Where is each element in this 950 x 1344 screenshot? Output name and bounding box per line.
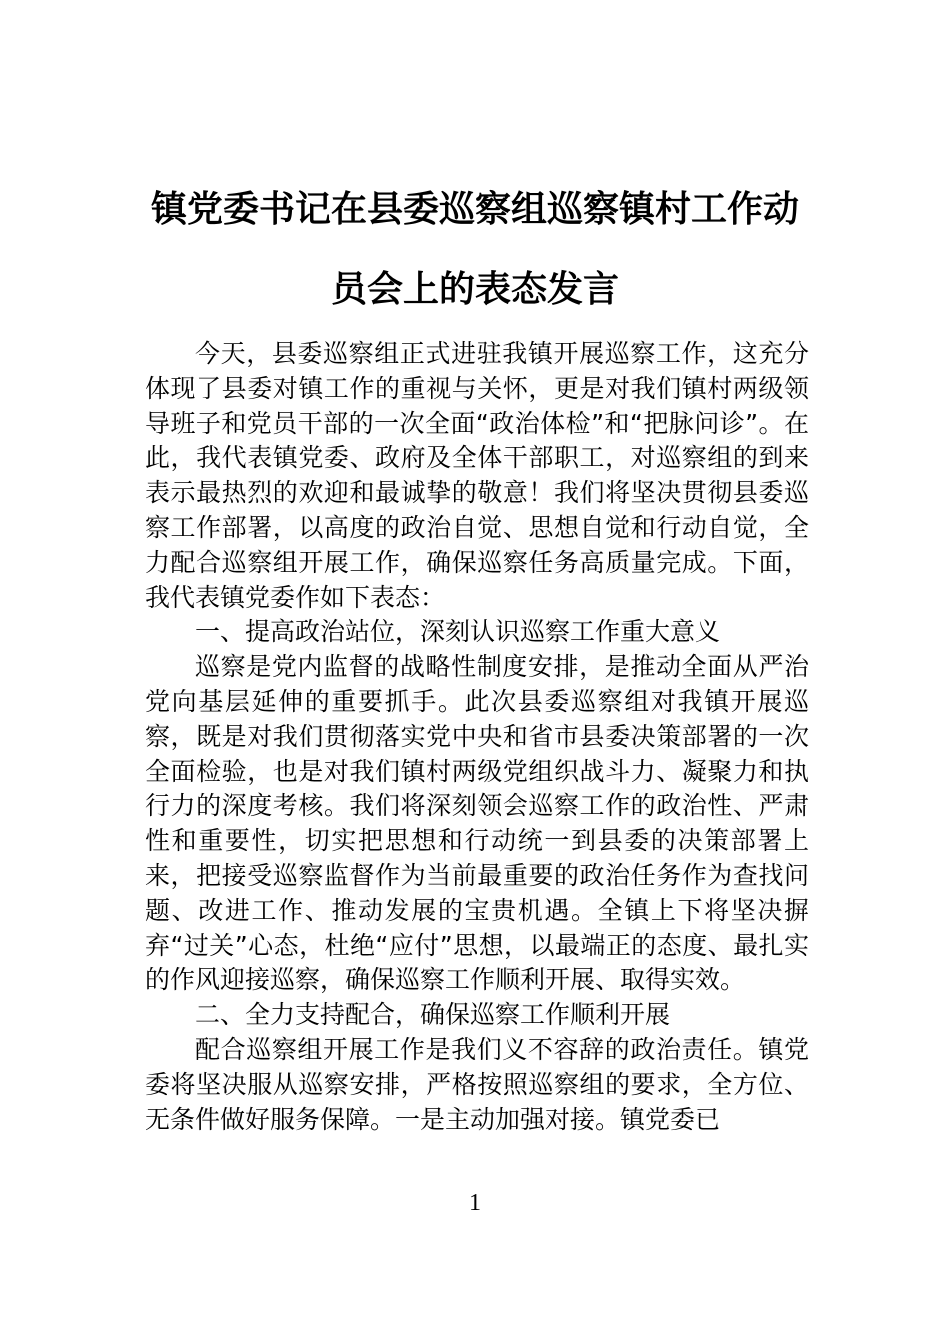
document-title: 镇党委书记在县委巡察组巡察镇村工作动员会上的表态发言 xyxy=(150,189,799,310)
section-heading-1: 一、提高政治站位，深刻认识巡察工作重大意义 xyxy=(195,617,721,647)
section-heading-2: 二、全力支持配合，确保巡察工作顺利开展 xyxy=(195,1000,671,1030)
document-body xyxy=(145,337,809,1137)
body-paragraph-section-2: 配合巡察组开展工作是我们义不容辞的政治责任。镇党委将坚决服从巡察安排，严格按照巡察组的要求，全方位、无条件做好服务保障。一是主动加强对接。镇党委已 xyxy=(145,1034,809,1134)
body-paragraph-intro: 今天，县委巡察组正式进驻我镇开展巡察工作，这充分体现了县委对镇工作的重视与关怀，更是对我们镇村两级领导班子和党员干部的一次全面“政治体检”和“把脉问诊”。在此，我代表镇党委、政府及全体干部职工，对巡察组的到来表示最热烈的欢迎和最诚挚的敬意！我们将坚决贯彻县委巡察工作部署，以高度的政治自觉、思想自觉和行动自觉，全力配合巡察组开展工作，确保巡察任务高质量完成。下面，我代表镇党委作如下表态： xyxy=(145,339,809,612)
page-number: 1 xyxy=(469,1190,481,1216)
body-paragraph-section-1: 巡察是党内监督的战略性制度安排，是推动全面从严治党向基层延伸的重要抓手。此次县委巡察组对我镇开展巡察，既是对我们贯彻落实党中央和省市县委决策部署的一次全面检验，也是对我们镇村两级党组织战斗力、凝聚力和执行力的深度考核。我们将深刻领会巡察工作的政治性、严肃性和重要性，切实把思想和行动统一到县委的决策部署上来，把接受巡察监督作为当前最重要的政治任务作为查找问题、改进工作、推动发展的宝贵机遇。全镇上下将坚决摒弃“过关”心态，杜绝“应付”思想，以最端正的态度、最扎实的作风迎接巡察，确保巡察工作顺利开展、取得实效。 xyxy=(145,652,809,995)
